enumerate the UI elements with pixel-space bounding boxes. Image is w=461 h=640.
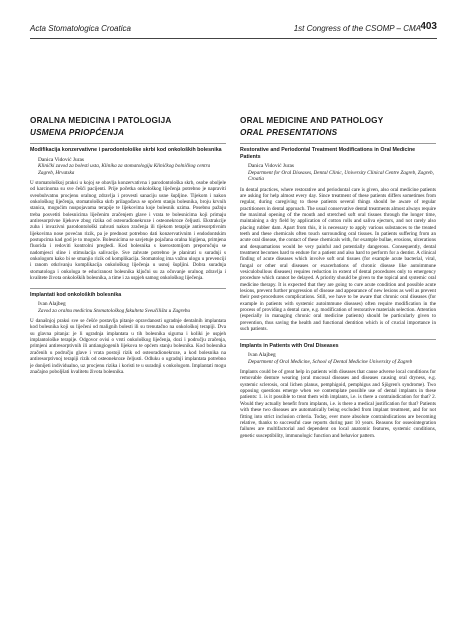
abstract [30, 147, 226, 282]
abstract-author: Ivan Alajbeg [248, 352, 276, 359]
abstract-author: Ivan Alajbeg [38, 301, 66, 308]
abstract-affiliation: Zavod za oralnu medicinu Stomatološkog fakulteta Sveučilišta u Zagrebu [38, 307, 190, 314]
abstract-title: Restorative and Periodontal Treatment Modifications in Oral Medicine Patients [240, 147, 416, 160]
section-title: ORAL MEDICINE AND PATHOLOGY [240, 116, 384, 125]
section-subtitle: USMENA PRIOPĆENJA [30, 128, 125, 137]
abstract-body: U stomatološkoj praksi u kojoj se obavlja konzervativna i parodontološka skrb, osobe oboljele od karcinoma su sve češći pacijenti. Prije početka onkološkog liječenja potrebno je napraviti sveobuhvatnu procjenu oralnog zdravlja i provesti sanaciju usne šupljine. Tijekom i nakon onkološkog liječenja, stomatološka skrb prilagođava se općem stanju bolesnika, broju krvnih stanica, mogućim nuspojavama terapije te lijekovima koje bolesnik uzima. Posebnu pažnju treba posvetiti bolesnicima liječenim zračenjem glave i vrata te bolesnicima koji primaju antiresorptivne lijekove zbog rizika od osteoradionekroze i osteonekroze čeljusti. Ekstrakcije zuba i invazivni parodontološki zahvati nakon zračenja ili tijekom terapije antiresorptivnim lijekovima nose povećan rizik, pa je prednost potrebno dati konzervativnim i endodontskim postupcima kad god je to moguće. Bolesnicima se savjetuje pojačana oralna higijena, primjena fluorida i redoviti kontrolni pregledi. Kod bolesnika s kserostomijom preporučuju se nadomjesci sline i stimulacija salivacije. Sve zahvate potrebno je planirati u suradnji s onkologom kako bi se smanjio rizik od komplikacija. Stomatolog ima važnu ulogu u prevenciji i ranom otkrivanju komplikacija onkološkog liječenja u usnoj šupljini. Dobra suradnja stomatologa i onkologa te educiranost bolesnika ključni su za očuvanje oralnog zdravlja i kvalitete života onkoloških bolesnika, a time i za uspjeh samog onkološkog liječenja. [30, 180, 226, 282]
page-number: 403 [420, 21, 437, 32]
journal-name: Acta Stomatologica Croatica [30, 24, 131, 33]
abstract-author: Danica Vidović Juras [248, 163, 294, 170]
abstract [240, 343, 436, 439]
abstract-body: Implants could be of great help in patients with diseases that cause adverse local conditions for removable denture wearing (oral mucosal diseases and diseases causing oral dryness, e.g. systemic sclerosis, oral lichen planus, pemphigoid, pemphigus and Sjögren's syndrome). Two opposing questions emerge when we contemplate possible use of dental implants in these patients: 1. is it possible to treat them with implants, i.e. is there a contraindication for that? 2. Would they actually benefit from implants, i.e. is there a medical justification for that? Patients with these two diseases are automatically being excluded from implant treatment, and for not fitting into strict inclusion criteria. Today, ever more absolute contraindications are becoming relative, thanks to successful case reports during past 10 years. Reasons for osseointegration failures are multifactorial and dependent on local anatomic features, systemic conditions, genetic susceptibility, immunologic function and behavior pattern. [240, 369, 436, 439]
abstract-title: Implants in Patients with Oral Diseases [240, 342, 339, 349]
abstract-title: Implantati kod onkoloških bolesnika [30, 291, 122, 298]
abstract-affiliation: Department for Oral Diseases, Dental Clinic, University Clinical Centre Zagreb, Zagreb, Croatia [248, 169, 434, 183]
section-rule [30, 288, 226, 289]
section-title: ORALNA MEDICINA I PATOLOGIJA [30, 116, 172, 125]
abstract-body: In dental practices, where restorative and periodontal care is given, also oral medicine patients are asking for help almost every day. Since treatment of these patients differs sometimes from regular, during caregiving to these patients several things should be aware of regular practitioners in dental approach. The usual conservative dental treatments almost always require the maximal opening of the mouth and stretched soft oral tissues through the longer time, maintaining a dry field by application of cotton rolls and saliva ejectors, and not rarely also placing rubber dam. Apart from this, it is necessary to apply various substances to the treated teeth and these chemicals often touch surrounding oral tissues. In patients suffering from an acute oral disease, the contact of these chemicals with, for example bullae, erosions, ulcerations and desquamations would be very painful and potentially dangerous. Consequently, dental treatment becomes hard to endure for a patient and also hard to perform for a dentist. A clinical finding of acute diseases which involve soft oral tissues (for example acute bacterial, viral, fungal or other oral diseases or exacerbations of chronic disease like autoimmune vesiculobullous diseases) requires reduction in extent of dental procedures only to emergency procedure which cannot be delayed. A priority should be given to the topical and systemic oral medicine therapy. It is expected that they are going to cure acute condition and possible acute lesions, prevent further progression of disease and appearance of new lesions as well as prevent their post-procedures complications. Still, we have to be aware that chronic oral diseases (for example in patients with systemic autoimmune diseases) often require modification in the process of providing a dental care, e.g. modification of restorative materials selection. Attention (especially in managing chronic oral medicine patients) should be particularly given to prevention, thus saving the health and functional dentition which is of crucial importance in such patients. [240, 186, 436, 333]
abstract-author: Danica Vidović Juras [38, 156, 84, 163]
section-rule [30, 143, 226, 144]
running-head [30, 22, 437, 36]
abstract [30, 292, 226, 376]
english-column [240, 116, 436, 640]
croatian-column [30, 116, 226, 640]
header-rule [30, 38, 437, 39]
section-rule [240, 339, 436, 340]
abstract [240, 147, 436, 333]
abstract-body: U današnjoj praksi sve se češće postavlja pitanje opravdanosti ugradnje dentalnih implantata kod bolesnika koji su liječeni od malignih bolesti ili su trenutačno na onkološkoj terapiji. Dva su glavna pitanja: je li ugradnja implantata u tih bolesnika sigurna i koliki je uspjeh implantološke terapije. Odgovor ovisi o vrsti onkološkog liječenja, dozi i području zračenja, primjeni antiresorptivnih ili antiangiogenih lijekova te općem stanju bolesnika. Kod bolesnika zračenih u području glave i vrata postoji rizik od osteoradionekroze, a kod bolesnika na antiresorptivnoj terapiji rizik od osteonekroze čeljusti. Odluku o ugradnji implantata potrebno je donijeti individualno, uz procjenu rizika i koristi te u suradnji s onkologom. Implantati mogu značajno poboljšati kvalitetu života bolesnika. [30, 318, 226, 375]
congress-name: 1st Congress of the CSOMP – CMA [293, 24, 421, 33]
abstract-affiliation: Klinički zavod za bolesti usta, Klinika za stomatologiju Kliničkog bolničkog centra Zagreb, Hrvatska [38, 163, 211, 176]
abstract-affiliation: Department of Oral Medicine, School of Dental Medicine University of Zagreb [248, 358, 413, 365]
section-subtitle: ORAL PRESENTATIONS [240, 128, 338, 137]
section-rule [240, 143, 436, 144]
abstract-title: Modifikacija konzervativne i parodontološke skrbi kod onkoloških bolesnika [30, 147, 222, 153]
